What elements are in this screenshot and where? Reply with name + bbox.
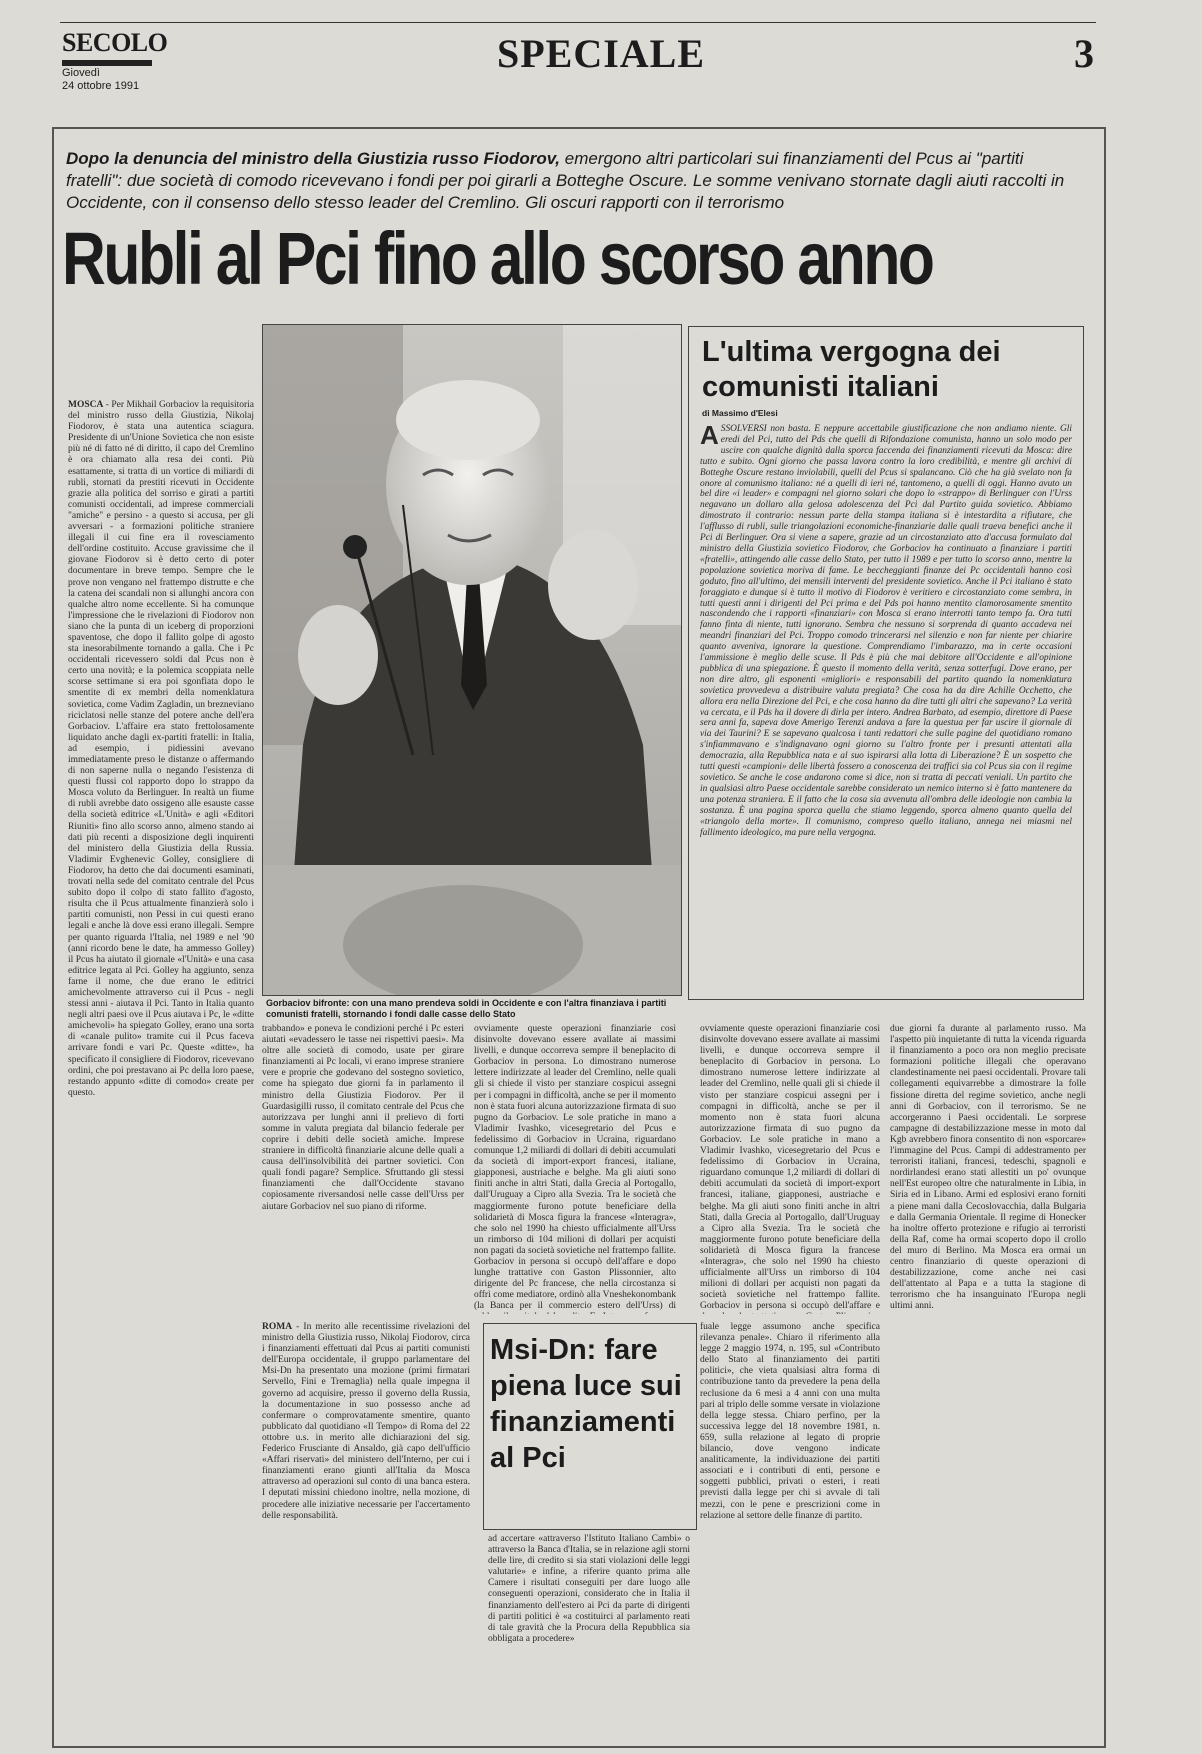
editorial-dropcap: A [700,424,719,450]
editorial-body [700,424,1072,992]
article-dateline: MOSCA [68,400,104,410]
article-column-3b [700,1024,880,1314]
main-headline: Rubli al Pci fino allo scorso anno [62,217,933,300]
article-column-3 [474,1024,676,1314]
article-column-1 [68,400,254,1740]
publication-day: Giovedì [62,67,100,79]
msi-article-column-1 [262,1322,470,1740]
editorial-byline: di Massimo d'Elesi [702,408,778,418]
publication-date: 24 ottobre 1991 [62,80,140,92]
msi-column-1-text: - In merito alle recentissime rivelazioni del ministro della Giustizia russo, Nikolaj Fiodorov, circa i finanziamenti effettuati dal Pcus ai partiti comunisti dell'Europa occidentale, il gruppo parlamentare del Msi-Dn ha presentato una mozione (primi firmatari Servello, Fini e Tremaglia) nella quale impegna il governo ad acquisire, presso il governo della Russia, la documentazione in suo possesso anche ad confermare o comprovatamente smentire, quanto pubblicato dal quotidiano «Il Tempo» di Roma del 22 ottobre u.s. in merito alle dichiarazioni del sig. Federico Frusciante di Ansaldo, già capo dell'ufficio «Affari riservati» del ministero dell'Interno, per cui i finanziamenti erano giunti all'Italia da Mosca attraverso ad operazioni sul conto di una banca estera. I deputati missini chiedono inoltre, nella mozione, di procedere alle iniziative necessarie per l'accertamento delle responsabilità. [262,1322,470,1521]
article-column-3-text: ovviamente queste operazioni finanziarie così disinvolte dovevano essere avallate ai massimi livelli, e dunque occorreva sempre il beneplacito di Gorbaciov in persona. Lo dimostrano numerose lettere indirizzate al leader del Cremlino, nelle quali gli si chiede il visto per stanziare cospicui assegni per i compagni in difficoltà, anche se per il momento non è stata fuori alcuna autorizzazione firmata di suo pugno da Gorbaciov. Le sole pratiche in mano a Vladimir Ivashko, vicesegretario del Pcus e fedelissimo di Gorbaciov in Ucraina, riguardano comunque 1,2 miliardi di dollari di debiti accumulati da società di import-export francesi, italiane, giapponesi, austriache e belghe. Ma gli aiuti sono finiti anche in altri Stati, dalla Grecia al Portogallo, dall'Uruguay a Cipro alla Svezia. Tra le società che maggiormente furono potute beneficiare della solidarietà di Mosca figura la francese «Interagra», che solo nel 1990 ha chiesto ufficialmente all'Urss un rimborso di 104 milioni di dollari per acquisti non pagati da società sovietiche nel frattempo fallite. Gorbaciov in persona si occupò dell'affare e dopo lunghe trattative con Gaston Plissonnier, alto dirigente del Pc francese, che nella circostanza si offrì come mediatore, ordinò alla Vneshekonombank (la Banca per il commercio estero dell'Urss) di [474,1024,676,1312]
kicker-rest: emergono altri particolari sui finanziamenti del Pcus ai "partiti fratelli": due società di comodo ricevevano i fondi per poi girarli a Botteghe Oscure. Le somme venivano stornate dagli aiuti raccolti in Occidente, con il consenso dello stesso leader del Cremlino. Gli oscuri rapporti con il terrorismo [66,149,1065,212]
msi-column-2-text: ad accertare «attraverso l'Istituto Italiano Cambi» o attraverso la Banca d'Italia, se in relazione agli storni delle lire, di credito si sia stati violazioni delle leggi valutarie» e infine, a riferire quanto prima alle Camere i risultati conseguiti per dare luogo alle conseguenti operazioni, considerato che in Italia il finanziamento dell'estero ai Pci da parte di dirigenti di partiti politici è «a costituirci al parlamento reati di tale gravità che la Procura della Repubblica sia obbligata a procedere» [488,1534,690,1644]
editorial-title: L'ultima vergogna dei comunisti italiani [702,336,1001,403]
article-column-2 [262,1024,464,1314]
article-column-4 [890,1024,1086,1734]
masthead-rule [60,22,1096,23]
newspaper-logo: SECOLO [62,28,168,57]
kicker-bold: Dopo la denuncia del ministro della Giustizia russo Fiodorov, [66,149,561,168]
page-number: 3 [1074,31,1094,76]
article-column-3b-text: ovviamente queste operazioni finanziarie così disinvolte dovevano essere avallate ai massimi livelli, e dunque occorreva sempre il beneplacito di Gorbaciov in persona. Lo dimostrano numerose lettere indirizzate al leader del Cremlino, nelle quali gli si chiede il visto per stanziare cospicui assegni per i compagni in difficoltà, anche se per il momento non è stata fuori alcuna autorizzazione firmata di suo pugno da Gorbaciov. Le sole pratiche in mano a Vladimir Ivashko, vicesegretario del Pcus e fedelissimo di Gorbaciov in Ucraina, riguardano comunque 1,2 miliardi di dollari di debiti accumulati da società di import-export francesi, italiane, giapponesi, austriache e belghe. Ma gli aiuti sono finiti anche in altri Stati, dalla Grecia al Portogallo, dall'Uruguay a Cipro alla Svezia. Tra le società che maggiormente furono potute beneficiare della solidarietà di Mosca figura la francese «Interagra», che solo nel 1990 ha chiesto ufficialmente all'Urss un rimborso di 104 milioni di dollari per acquisti non pagati da società sovietiche nel frattempo fallite. Gorbaciov in persona si occupò dell'affare e [700,1024,880,1312]
msi-column-3-text: fuale legge assumono anche specifica rilevanza penale». Chiaro il riferimento alla legge 2 maggio 1974, n. 195, sul «Contributo dello Stato al finanziamento dei partiti politici», che vieta qualsiasi altra forma di contribuzione tanto da prevedere la pena della reclusione da 6 mesi a 4 anni con una multa pari al triplo delle somme versate in violazione della legge stessa. Chiaro perfino, per la successiva legge del 18 novembre 1981, n. 659, sulla relazione al legato di proprie bilancio, dove vengono indicate analiticamente, la individuazione dei partiti associati e i contributi di enti, persone e soggetti pubblici, privati o esteri, i reati previsti dalla legge per chi si avvale di tali mezzi, con le pene e prescrizioni come in relazione al settore delle finanze di partito. [700,1322,880,1521]
editorial-body-text: SSOLVERSI non basta. È neppure accettabile giustificazione che non andiamo niente. Gli eredi del Pci, tutto del Pds che quelli di Rifondazione comunista, hanno un solo modo per uscire con qualche dignità dalla sporca faccenda dei finanziamenti ricevuti da Mosca: dire tutto e subito. Ogni giorno che passa lavora contro la loro credibilità, e mentre gli archivi di Botteghe Oscure restano inviolabili, quelli del Pcus si spalancano. Ciò che ha già svelato non fa onore al comunismo italiano: né a quelli di ieri né, tantomeno, a quelli di oggi. Hanno avuto un bel dire «i leader» e compagni nel giorno solari che dopo lo «strappo» di Berlinguer con l'Urss negavano un dollaro alla gelosa adolescenza del Pci dal Partito guida sovietico. Abbiamo dimostrato il contrario: nessun parte della stampa italiana si è intestardita a rifiutare, che l'afflusso di rubli, sulle triangolazioni economiche-finanziarie dalle quali traeva benefici anche il Pci di Berlinguer. Ora si viene a sapere, grazie ad un circostanziato atto d'accusa formulato dal ministro della Giustizia sovietico Fiodorov, che Gorbaciov ha continuato a finanziare i partiti «fratelli», attingendo alle casse dello Stato, per tutto il 1989 e per tutto lo scorso anno, mentre la popolazione sovietica moriva di fame. Le beccheggianti finanze dei Pc occidentali hanno così goduto, fino all'ultimo, dei mensili interventi del presidente sovietico. Anche il Pci italiano è stato foraggiato e dunque si è tutto il motivo di Fiodorov è veritiero e circostanziato come sembra, in tutti questi anni i dirigenti del Pci prima e del Pds poi hanno mentito clamorosamente smentito nascondendo che i rapporti «finanziari» con Mosca si erano interrotti tanto tempo fa. Ora tutti fanno finta di niente, tutti ignorano. Sembra che nessuno si sorprenda di quanto accadeva nei meandri finanziari del Pci. Troppo comodo trincerarsi nel silenzio e non far niente per chiarire quanto avveniva, ignorare la questione. Comprendiamo l'imbarazzo, ma in certe occasioni l'ammissione è meglio delle scuse. Il Pds è più che mai debitore all'Occidente e all'opinione pubblica di una spiegazione. È questo il momento della verità, senza sotterfugi. Dove erano, per non dire altro, gli esponenti «migliori» e responsabili del partito quando la nomenklatura sovietica provvedeva a distribuire valuta pregiata? Che cosa ha da dire Achille Occhetto, che allora era nella Direzione del Pci, e che cosa hanno da dire tutti gli altri che sapevano? La verità va cercata, e il Pds ha il dovere di dirla per intero. Andrea Barbato, ad esempio, direttore di Paese sera anni fa, sapeva dove Amerigo Terenzi andava a fare la questua per far uscire il giornale di via dei Taurini? E se sapevano qualcosa i tanti redattori che sulle pagine del quotidiano romano s'infiammavano e s'indignavano ogni giorno su l'altro fronte per i presunti attentati alla democrazia, alla Repubblica nata e al suo ispirarsi alla lotta di Liberazione? È un sospetto che tutti questi «campioni» delle libertà fossero a conoscenza dei traffici sia col Pcus sia con il regime sovietico. Se anche le cose andarono come si dice, non si tratta di peccati veniali. Un partito che in qualsiasi altro Paese occidentale sarebbe considerato un nemico interno si è fatto mantenere da una potenza straniera. E il fatto che la cosa sia avvenuta all'ombra delle ideologie non cambia la sostanza. È una pagina sporca quella che stiamo leggendo, sporca almeno quanto quella del «triangolo della morte». Il comunismo, compreso quello italiano, annega nei miasmi nel fallimento ideologico, ma pure nella vergogna. [700,424,1072,838]
msi-article-column-2 [488,1534,690,1740]
gorbaciov-photo [262,324,682,996]
kicker-text [66,148,1066,214]
article-column-1-text: - Per Mikhail Gorbaciov la requisitoria del ministro russo della Giustizia, Nikolaj Fiodorov, è stata una autentica sciagura. Presidente di un'Unione Sovietica che non esiste più né di fatto né di diritto, il capo del Cremlino è ora chiamato alla resa dei conti. Più esattamente, si tratta di un vortice di miliardi di rubli, stornati da prestiti ricevuti in Occidente grazie alla politica del sorriso e girati a partiti comunisti occidentali, ad imprese commerciali "amiche" e persino - a questo si accusa, per gli avversari - a formazioni politiche straniere illegali il cui fine era il rovesciamento dell'ordine costituito. Accuse gravissime che il giovane Fiodorov si è detto certo di poter documentare in breve tempo. Sempre che le prove non vengano nel frattempo distrutte e che la catena dei scandali non si allunghi ancora con qualche altro nome eccellente. Si ha comunque l'impressione che le rivelazioni di Fiodorov non siano che la punta di un iceberg di proporzioni spaventose, che dopo il fallito golpe di agosto sta inesorabilmente tornando a galla. Che i Pc occidentali ricevessero soldi dal Pcus non è certo una novità; e la polemica scoppiata nelle scorse settimane si era poi sgonfiata dopo le smentite di ex membri della nomenklatura sovietica, come Vadim Zagladin, un brezneviano riciclatosi nelle stanze del potere anche dell'era Gorbaciov. L'affaire era stato frettolosamente liquidato anche dagli ex-partiti fratelli: in Italia, ad esempio, i pidiessini avevano immediatamente preso le distanze o affermando di non saperne nulla o negando l'esistenza di questi flussi col rapporto dopo lo strappo da Mosca voluto da Berlinguer. In realtà un fiume di rubli avrebbe dato ossigeno alle esauste casse della società editrice «L'Unità» e agli «Editori Riuniti» fino allo scorso anno, almeno stando ai dati più recenti a disposizione degli inquirenti del ministero della Giustizia della Russia. Vladimir Evghenevic Golley, consigliere di Fiodorov, ha detto che dai documenti esaminati, trovati nella sede del comitato centrale del Pcus subito dopo il colpo di stato fallito d'agosto, risulta che il Pcus attualmente finanzierà solo i partiti comunisti, non Pessi in cui questi erano legali e anche là dove essi erano illegali. Sempre per quanto riguarda l'Italia, nel 1989 e nel '90 (anni ricordo bene le date, ha ammesso Golley) il Pcus ha aiutato il giornale «l'Unità» e una casa editrice legata al Pci. Golley ha aggiunto, senza farne il nome, che due erano le editrici amichevolmente attraverso cui il Pcus - negli stessi anni - aiutava il Pci. Tanto in Italia quanto negli altri paesi ove il Pcus aiutava i Pc, le «ditte amichevoli» ha spiegato Golley, erano una sorta di «canale pulito» tramite cui il Pcus faceva arrivare fondi e vari Pc. Queste «ditte», ha specificato il consigliere di Fiodorov, ricevevano ordini, che poi prestavano ai Pc della loro paese, restando appunto «ditte di comodo» create per questo. [68,400,254,1098]
article-column-4-text: due giorni fa durante al parlamento russo. Ma l'aspetto più inquietante di tutta la vicenda riguarda il finanziamento a poco ora non meglio precisate formazioni politiche illegali che operavano clandestinamente nei paesi occidentali. Provare tali collegamenti equivarrebbe a dimostrare la folle fissione diretta del regime sovietico, anche negli anni di Gorbaciov, con il terrorismo. Se ne accorgeranno i Paesi occidentali. Le sorprese campagne di destabilizzazione messe in moto dal Kgb avrebbero finora consentito di non «sporcare» l'immagine del Pcus. Campi di addestramento per terroristi italiani, francesi, tedeschi, spagnoli e nordirlandesi erano stati allestiti un po' ovunque nell'Est europeo oltre che naturalmente in Libia, in Siria ed in Libano. Armi ed esplosivi erano forniti a piene mani dalla Cecoslovacchia, dalla Bulgaria e dalla Germania Orientale. Il regime di Honecker ha inoltre offerto protezione e rifugio ai terroristi della Raf, come ha ormai scoperto dopo il crollo del muro di Berlino. Ma Mosca era ormai un centro finanziario di queste operazioni di destabilizzazione, come anche nei casi dell'attentato al Papa e a tutta la stagione di terrorismo che ha insanguinato l'Europa negli ultimi anni. [890,1024,1086,1312]
article-column-2-text: trabbando» e poneva le condizioni perché i Pc esteri aiutati «evadessero le tasse nei rispettivi paesi». Ma oltre alle società di comodo, usate per girare finanziamenti ai Pc locali, vi erano imprese straniere vere e proprie che godevano del sostegno sovietico, come ha spiegato due giorni fa in parlamento il ministro della Giustizia Fiodorov. Per il Guardasigilli russo, il comitato centrale del Pcus che autorizzava per lunghi anni il prelievo di forti somme in valuta pregiata dal bilancio federale per coprire i debiti delle società amiche. Imprese straniere in difficoltà finanziarie alcune delle quali a causa dell'insolvibilità dei partner sovietici. Con quali fondi pagare? Semplice. Sfruttando gli stessi finanziamenti che dall'Occidente stavano copiosamente riversandosi nelle casse dell'Urss per aiutare Gorbaciov nel suo piano di riforme. [262,1024,464,1212]
photo-illustration [263,325,681,995]
msi-dateline: ROMA [262,1322,293,1332]
msi-article-column-3 [700,1322,880,1740]
section-title: SPECIALE [496,31,706,76]
photo-caption: Gorbaciov bifronte: con una mano prendeva soldi in Occidente e con l'altra finanziava i partiti comunisti fratelli, stornando i fondi dalle casse dello Stato [266,998,667,1019]
msi-article-title: Msi-Dn: fare piena luce sui finanziamenti al Pci [490,1334,682,1474]
